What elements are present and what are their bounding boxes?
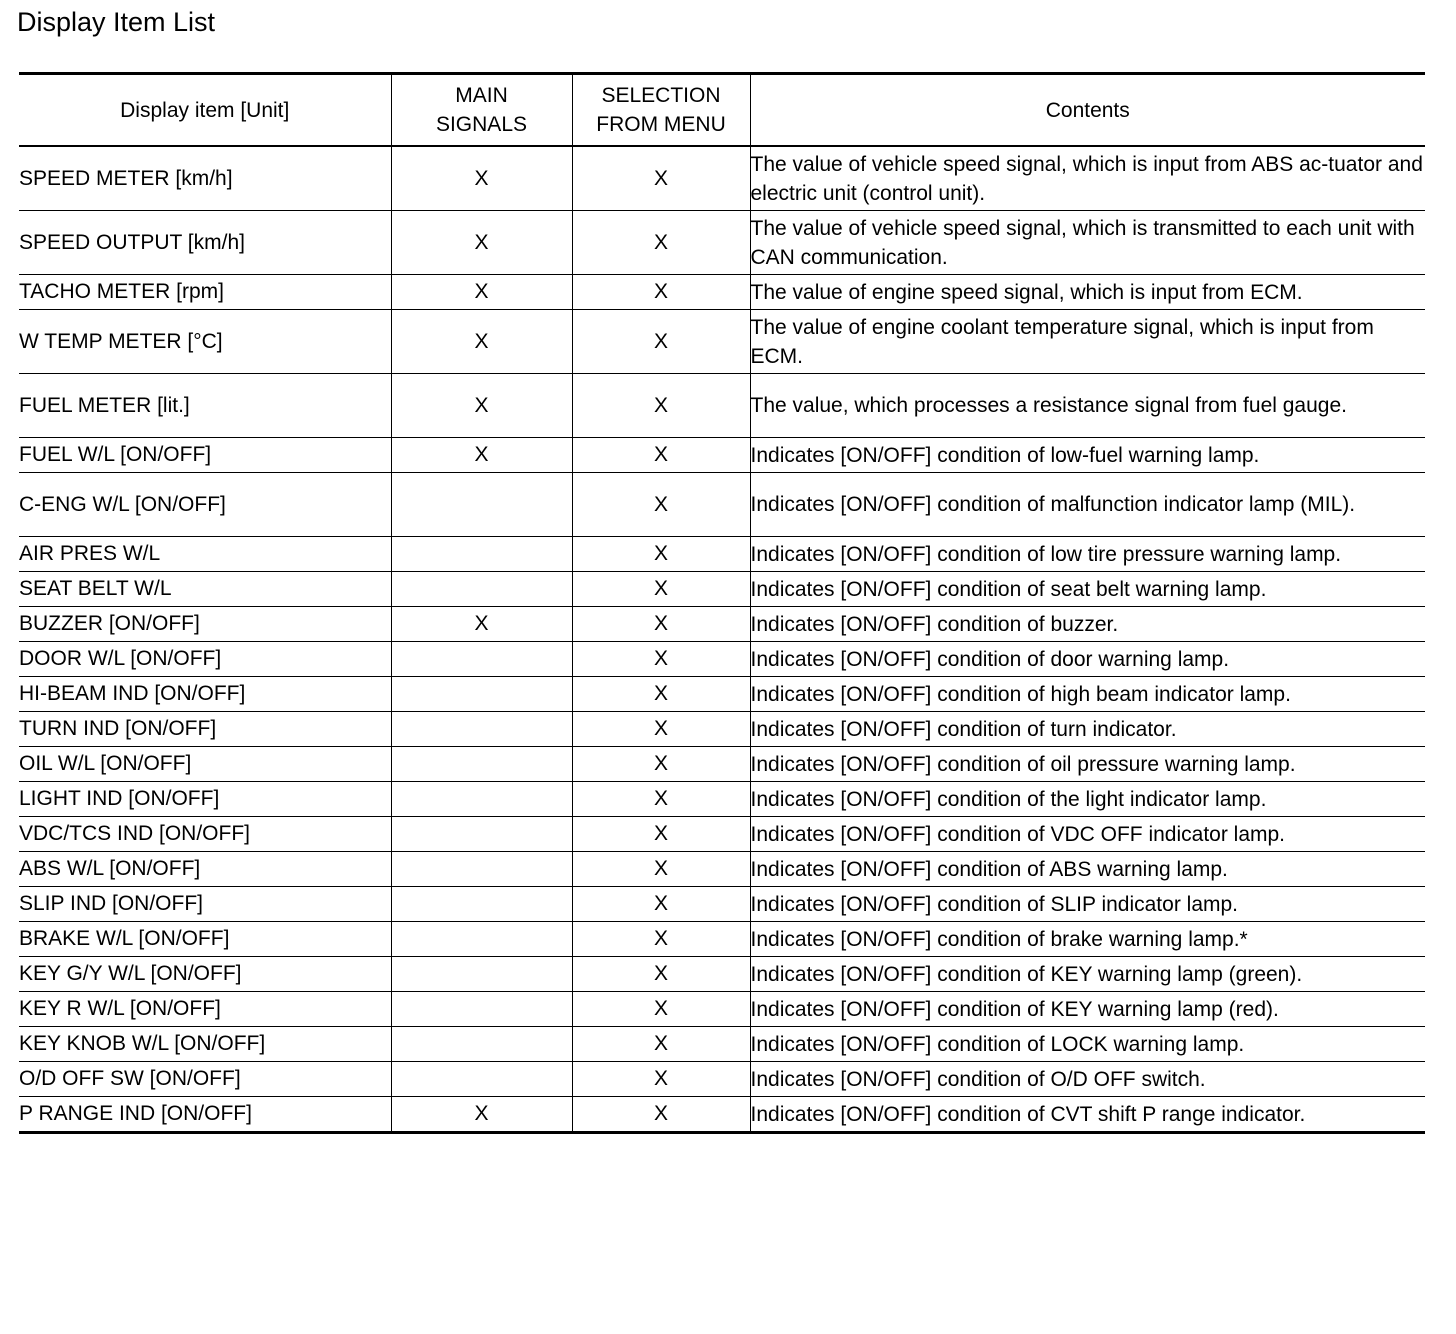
contents-cell: Indicates [ON/OFF] condition of O/D OFF switch.	[750, 1062, 1425, 1097]
main-signals-cell	[391, 852, 572, 887]
contents-cell: Indicates [ON/OFF] condition of the light indicator lamp.	[750, 782, 1425, 817]
contents-cell: Indicates [ON/OFF] condition of high beam indicator lamp.	[750, 677, 1425, 712]
selection-from-menu-cell: X	[572, 537, 750, 572]
table-row	[19, 211, 1425, 275]
main-signals-cell	[391, 712, 572, 747]
display-item-cell: BRAKE W/L [ON/OFF]	[19, 922, 391, 957]
table-row	[19, 275, 1425, 310]
main-signals-cell	[391, 887, 572, 922]
selection-from-menu-cell: X	[572, 642, 750, 677]
display-item-cell: TACHO METER [rpm]	[19, 275, 391, 310]
display-item-cell: O/D OFF SW [ON/OFF]	[19, 1062, 391, 1097]
table-row	[19, 607, 1425, 642]
selection-from-menu-cell: X	[572, 473, 750, 537]
main-signals-cell	[391, 642, 572, 677]
contents-cell: Indicates [ON/OFF] condition of oil pressure warning lamp.	[750, 747, 1425, 782]
selection-from-menu-cell: X	[572, 677, 750, 712]
main-signals-cell: X	[391, 374, 572, 438]
selection-from-menu-cell: X	[572, 922, 750, 957]
display-item-cell: HI-BEAM IND [ON/OFF]	[19, 677, 391, 712]
main-signals-cell: X	[391, 146, 572, 211]
main-signals-cell: X	[391, 607, 572, 642]
main-signals-cell	[391, 677, 572, 712]
table-row	[19, 572, 1425, 607]
contents-cell: Indicates [ON/OFF] condition of ABS warning lamp.	[750, 852, 1425, 887]
contents-cell: Indicates [ON/OFF] condition of SLIP indicator lamp.	[750, 887, 1425, 922]
display-item-cell: FUEL METER [lit.]	[19, 374, 391, 438]
main-signals-cell	[391, 1027, 572, 1062]
main-signals-cell: X	[391, 211, 572, 275]
display-item-cell: SPEED OUTPUT [km/h]	[19, 211, 391, 275]
main-signals-cell: X	[391, 1097, 572, 1133]
header-row	[19, 74, 1425, 147]
contents-cell: The value of engine speed signal, which is input from ECM.	[750, 275, 1425, 310]
display-item-cell: SEAT BELT W/L	[19, 572, 391, 607]
main-signals-cell	[391, 957, 572, 992]
selection-from-menu-cell: X	[572, 374, 750, 438]
table-row	[19, 438, 1425, 473]
table-row	[19, 473, 1425, 537]
selection-from-menu-cell: X	[572, 852, 750, 887]
header-main-signals: MAIN SIGNALS	[391, 74, 572, 147]
display-item-cell: LIGHT IND [ON/OFF]	[19, 782, 391, 817]
display-item-table	[19, 72, 1425, 1134]
contents-cell: Indicates [ON/OFF] condition of KEY warning lamp (red).	[750, 992, 1425, 1027]
display-item-cell: FUEL W/L [ON/OFF]	[19, 438, 391, 473]
selection-from-menu-cell: X	[572, 747, 750, 782]
main-signals-cell: X	[391, 438, 572, 473]
main-signals-cell	[391, 782, 572, 817]
display-item-cell: W TEMP METER [°C]	[19, 310, 391, 374]
header-selection-from-menu: SELECTION FROM MENU	[572, 74, 750, 147]
contents-cell: Indicates [ON/OFF] condition of buzzer.	[750, 607, 1425, 642]
table-row	[19, 992, 1425, 1027]
selection-from-menu-cell: X	[572, 607, 750, 642]
selection-from-menu-cell: X	[572, 992, 750, 1027]
display-item-cell: ABS W/L [ON/OFF]	[19, 852, 391, 887]
contents-cell: Indicates [ON/OFF] condition of VDC OFF indicator lamp.	[750, 817, 1425, 852]
table-row	[19, 747, 1425, 782]
display-item-cell: TURN IND [ON/OFF]	[19, 712, 391, 747]
main-signals-cell	[391, 537, 572, 572]
display-item-cell: KEY G/Y W/L [ON/OFF]	[19, 957, 391, 992]
selection-from-menu-cell: X	[572, 1097, 750, 1133]
contents-cell: Indicates [ON/OFF] condition of low tire pressure warning lamp.	[750, 537, 1425, 572]
table-row	[19, 817, 1425, 852]
contents-cell: Indicates [ON/OFF] condition of door warning lamp.	[750, 642, 1425, 677]
contents-cell: The value of vehicle speed signal, which is input from ABS ac-tuator and electric unit (control unit).	[750, 146, 1425, 211]
table-row	[19, 642, 1425, 677]
header-contents: Contents	[750, 74, 1425, 147]
table-row	[19, 922, 1425, 957]
selection-from-menu-cell: X	[572, 712, 750, 747]
display-item-cell: VDC/TCS IND [ON/OFF]	[19, 817, 391, 852]
main-signals-cell	[391, 1062, 572, 1097]
main-signals-cell	[391, 922, 572, 957]
display-item-cell: SPEED METER [km/h]	[19, 146, 391, 211]
display-item-cell: SLIP IND [ON/OFF]	[19, 887, 391, 922]
display-item-cell: BUZZER [ON/OFF]	[19, 607, 391, 642]
main-signals-cell: X	[391, 275, 572, 310]
page-title: Display Item List	[17, 7, 216, 37]
table-row	[19, 1027, 1425, 1062]
contents-cell: Indicates [ON/OFF] condition of turn indicator.	[750, 712, 1425, 747]
contents-cell: Indicates [ON/OFF] condition of brake warning lamp.*	[750, 922, 1425, 957]
contents-cell: The value of vehicle speed signal, which is transmitted to each unit with CAN communication.	[750, 211, 1425, 275]
selection-from-menu-cell: X	[572, 211, 750, 275]
table-row	[19, 1062, 1425, 1097]
selection-from-menu-cell: X	[572, 887, 750, 922]
display-item-cell: C-ENG W/L [ON/OFF]	[19, 473, 391, 537]
table-row	[19, 712, 1425, 747]
display-item-cell: KEY R W/L [ON/OFF]	[19, 992, 391, 1027]
table-row	[19, 1097, 1425, 1133]
main-signals-cell	[391, 992, 572, 1027]
display-item-cell: OIL W/L [ON/OFF]	[19, 747, 391, 782]
contents-cell: Indicates [ON/OFF] condition of KEY warning lamp (green).	[750, 957, 1425, 992]
selection-from-menu-cell: X	[572, 817, 750, 852]
table-row	[19, 677, 1425, 712]
selection-from-menu-cell: X	[572, 275, 750, 310]
selection-from-menu-cell: X	[572, 957, 750, 992]
selection-from-menu-cell: X	[572, 572, 750, 607]
display-item-cell: AIR PRES W/L	[19, 537, 391, 572]
selection-from-menu-cell: X	[572, 146, 750, 211]
contents-cell: Indicates [ON/OFF] condition of LOCK warning lamp.	[750, 1027, 1425, 1062]
table-row	[19, 852, 1425, 887]
contents-cell: Indicates [ON/OFF] condition of low-fuel warning lamp.	[750, 438, 1425, 473]
table-row	[19, 310, 1425, 374]
display-item-cell: P RANGE IND [ON/OFF]	[19, 1097, 391, 1133]
selection-from-menu-cell: X	[572, 1062, 750, 1097]
contents-cell: Indicates [ON/OFF] condition of seat belt warning lamp.	[750, 572, 1425, 607]
table-row	[19, 146, 1425, 211]
selection-from-menu-cell: X	[572, 310, 750, 374]
table-row	[19, 887, 1425, 922]
table-row	[19, 957, 1425, 992]
selection-from-menu-cell: X	[572, 438, 750, 473]
selection-from-menu-cell: X	[572, 1027, 750, 1062]
table-row	[19, 374, 1425, 438]
main-signals-cell	[391, 747, 572, 782]
contents-cell: Indicates [ON/OFF] condition of CVT shift P range indicator.	[750, 1097, 1425, 1133]
table-body	[19, 146, 1425, 1133]
main-signals-cell	[391, 473, 572, 537]
display-item-cell: KEY KNOB W/L [ON/OFF]	[19, 1027, 391, 1062]
table-row	[19, 537, 1425, 572]
contents-cell: The value of engine coolant temperature signal, which is input from ECM.	[750, 310, 1425, 374]
main-signals-cell: X	[391, 310, 572, 374]
contents-cell: The value, which processes a resistance signal from fuel gauge.	[750, 374, 1425, 438]
main-signals-cell	[391, 572, 572, 607]
main-signals-cell	[391, 817, 572, 852]
header-display-item: Display item [Unit]	[19, 74, 391, 147]
selection-from-menu-cell: X	[572, 782, 750, 817]
contents-cell: Indicates [ON/OFF] condition of malfunction indicator lamp (MIL).	[750, 473, 1425, 537]
display-item-cell: DOOR W/L [ON/OFF]	[19, 642, 391, 677]
table-row	[19, 782, 1425, 817]
